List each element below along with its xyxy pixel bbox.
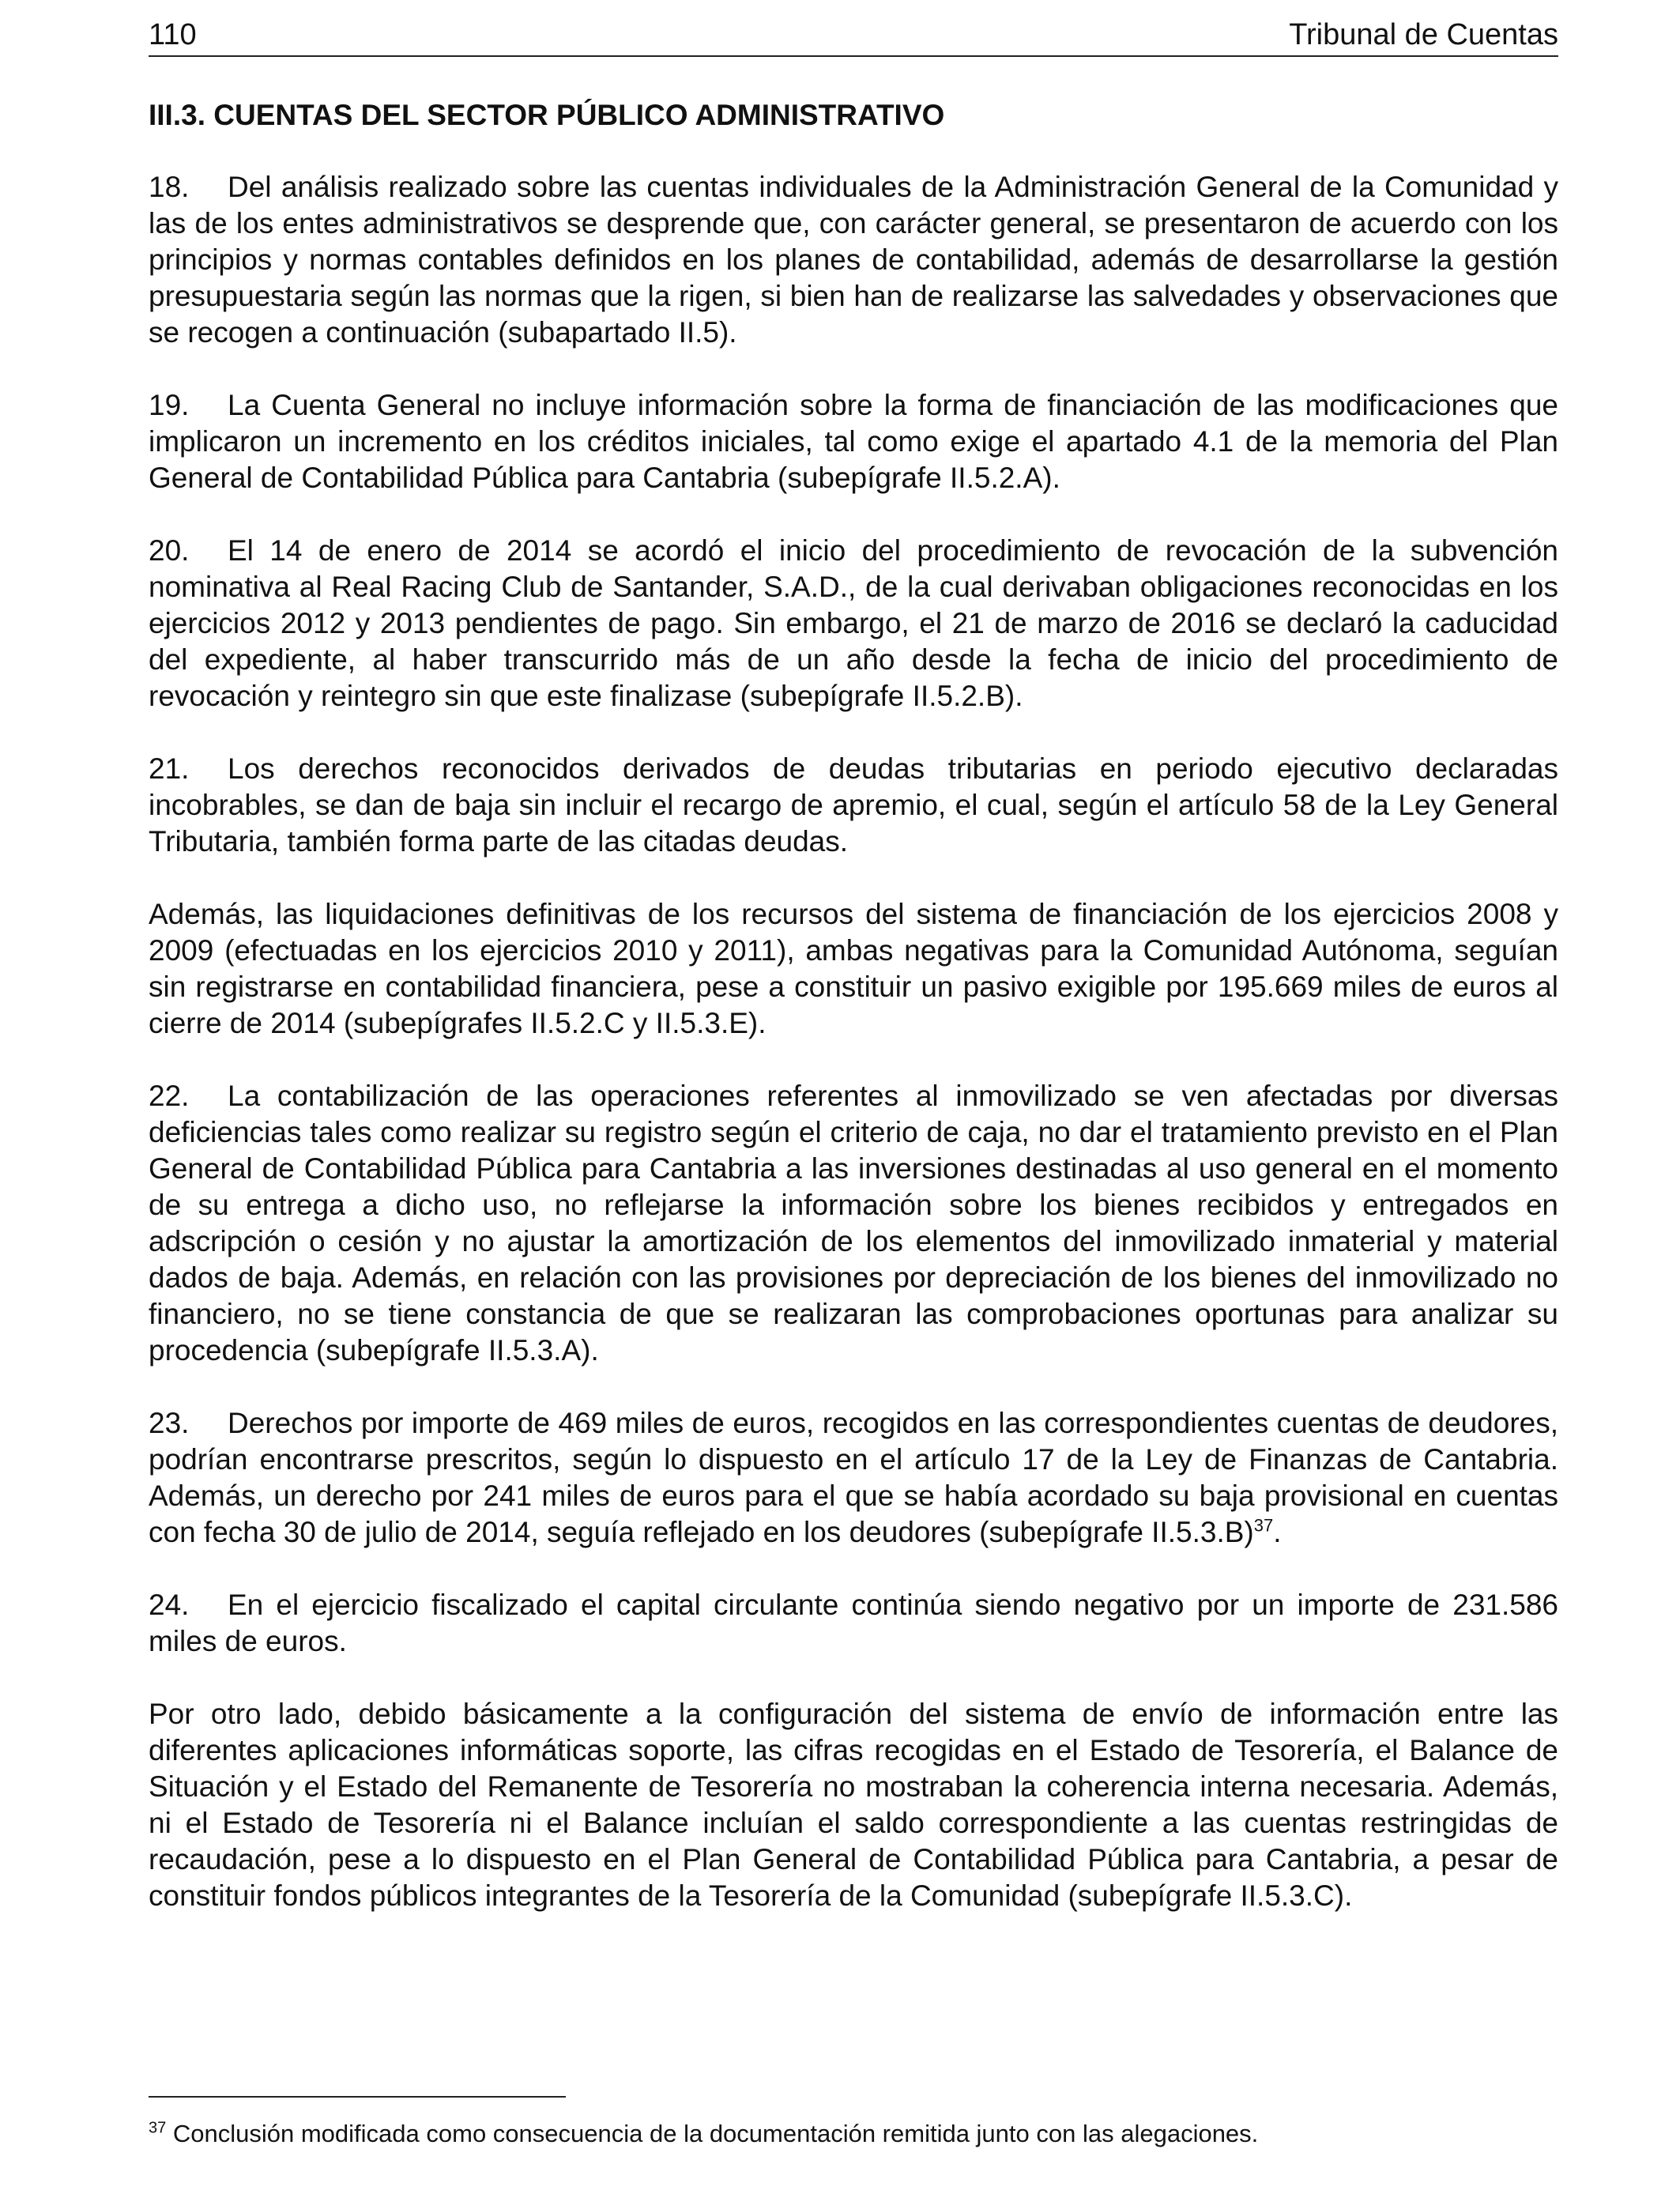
section-title: III.3. CUENTAS DEL SECTOR PÚBLICO ADMINISTRATIVO bbox=[149, 99, 945, 131]
paragraph-number: 20. bbox=[149, 534, 190, 567]
document-page bbox=[149, 0, 1558, 2194]
footnote-text: Conclusión modificada como consecuencia de la documentación remitida junto con las alegaciones. bbox=[172, 2120, 1259, 2147]
paragraph-text: Derechos por importe de 469 miles de euros, recogidos en las correspondientes cuentas de deudores, podrían encontrarse prescritos, según lo dispuesto en el artículo 17 de la Ley de Finanzas de Cantabria. Además, un derecho por 241 miles de euros para el que se había acordado su baja provisional en cuentas con fecha 30 de julio de 2014, seguía reflejado en los deudores (subepígrafe II.5.3.B) bbox=[149, 1407, 1558, 1548]
page-header bbox=[149, 14, 1558, 57]
paragraph-text-end: . bbox=[1273, 1516, 1282, 1548]
paragraph-number: 21. bbox=[149, 752, 190, 785]
page-number: 110 bbox=[149, 18, 197, 51]
paragraph-text: Del análisis realizado sobre las cuentas individuales de la Administración General de la Comunidad y las de los entes administrativos se desprende que, con carácter general, se presentaron de acuerdo con los principios y normas contables definidos en los planes de contabilidad, además de desarrollarse la gestión presupuestaria según las normas que la rigen, si bien han de realizarse las salvedades y observaciones que se recogen a continuación (subapartado II.5). bbox=[149, 171, 1558, 349]
paragraph-number: 23. bbox=[149, 1407, 190, 1439]
paragraph-number: 22. bbox=[149, 1080, 190, 1112]
paragraph-19 bbox=[149, 387, 1558, 496]
document-body bbox=[149, 169, 1558, 1951]
paragraph-text: Los derechos reconocidos derivados de deudas tributarias en periodo ejecutivo declaradas incobrables, se dan de baja sin incluir el recargo de apremio, el cual, según el artículo 58 de la Ley General Tributaria, también forma parte de las citadas deudas. bbox=[149, 752, 1558, 858]
paragraph-number: 19. bbox=[149, 389, 190, 421]
footnote-reference[interactable]: 37 bbox=[1253, 1515, 1274, 1536]
paragraph-21 bbox=[149, 751, 1558, 860]
paragraph-number: 24. bbox=[149, 1589, 190, 1621]
paragraph-22 bbox=[149, 1078, 1558, 1369]
paragraph-24 bbox=[149, 1587, 1558, 1660]
paragraph-21-continued bbox=[149, 896, 1558, 1042]
paragraph-text: La Cuenta General no incluye información sobre la forma de financiación de las modificaciones que implicaron un incremento en los créditos iniciales, tal como exige el apartado 4.1 de la memoria del Plan General de Contabilidad Pública para Cantabria (subepígrafe II.5.2.A). bbox=[149, 389, 1558, 494]
paragraph-text: Por otro lado, debido básicamente a la configuración del sistema de envío de información entre las diferentes aplicaciones informáticas soporte, las cifras recogidas en el Estado de Tesorería, el Balance de Situación y el Estado del Remanente de Tesorería no mostraban la coherencia interna necesaria. Además, ni el Estado de Tesorería ni el Balance incluían el saldo correspondiente a las cuentas restringidas de recaudación, pese a lo dispuesto en el Plan General de Contabilidad Pública para Cantabria, a pesar de constituir fondos públicos integrantes de la Tesorería de la Comunidad (subepígrafe II.5.3.C). bbox=[149, 1698, 1558, 1912]
paragraph-text: La contabilización de las operaciones referentes al inmovilizado se ven afectadas por diversas deficiencias tales como realizar su registro según el criterio de caja, no dar el tratamiento previsto en el Plan General de Contabilidad Pública para Cantabria a las inversiones destinadas al uso general en el momento de su entrega a dicho uso, no reflejarse la información sobre los bienes recibidos y entregados en adscripción o cesión y no ajustar la amortización de los elementos del inmovilizado inmaterial y material dados de baja. Además, en relación con las provisiones por depreciación de los bienes del inmovilizado no financiero, no se tiene constancia de que se realizaran las comprobaciones oportunas para analizar su procedencia (subepígrafe II.5.3.A). bbox=[149, 1080, 1558, 1367]
paragraph-text: El 14 de enero de 2014 se acordó el inicio del procedimiento de revocación de la subvención nominativa al Real Racing Club de Santander, S.A.D., de la cual derivaban obligaciones reconocidas en los ejercicios 2012 y 2013 pendientes de pago. Sin embargo, el 21 de marzo de 2016 se declaró la caducidad del expediente, al haber transcurrido más de un año desde la fecha de inicio del procedimiento de revocación y reintegro sin que este finalizase (subepígrafe II.5.2.B). bbox=[149, 534, 1558, 712]
running-head: Tribunal de Cuentas bbox=[1289, 18, 1558, 51]
paragraph-23 bbox=[149, 1405, 1558, 1551]
footnote-37 bbox=[149, 2118, 1258, 2150]
paragraph-20 bbox=[149, 533, 1558, 714]
paragraph-text: En el ejercicio fiscalizado el capital circulante continúa siendo negativo por un importe de 231.586 miles de euros. bbox=[149, 1589, 1558, 1657]
paragraph-number: 18. bbox=[149, 171, 190, 203]
footnote-marker: 37 bbox=[149, 2119, 167, 2137]
paragraph-text: Además, las liquidaciones definitivas de los recursos del sistema de financiación de los ejercicios 2008 y 2009 (efectuadas en los ejercicios 2010 y 2011), ambas negativas para la Comunidad Autónoma, seguían sin registrarse en contabilidad financiera, pese a constituir un pasivo exigible por 195.669 miles de euros al cierre de 2014 (subepígrafes II.5.2.C y II.5.3.E). bbox=[149, 898, 1558, 1039]
footnote-divider bbox=[149, 2096, 566, 2098]
paragraph-18 bbox=[149, 169, 1558, 351]
paragraph-24-continued bbox=[149, 1696, 1558, 1914]
